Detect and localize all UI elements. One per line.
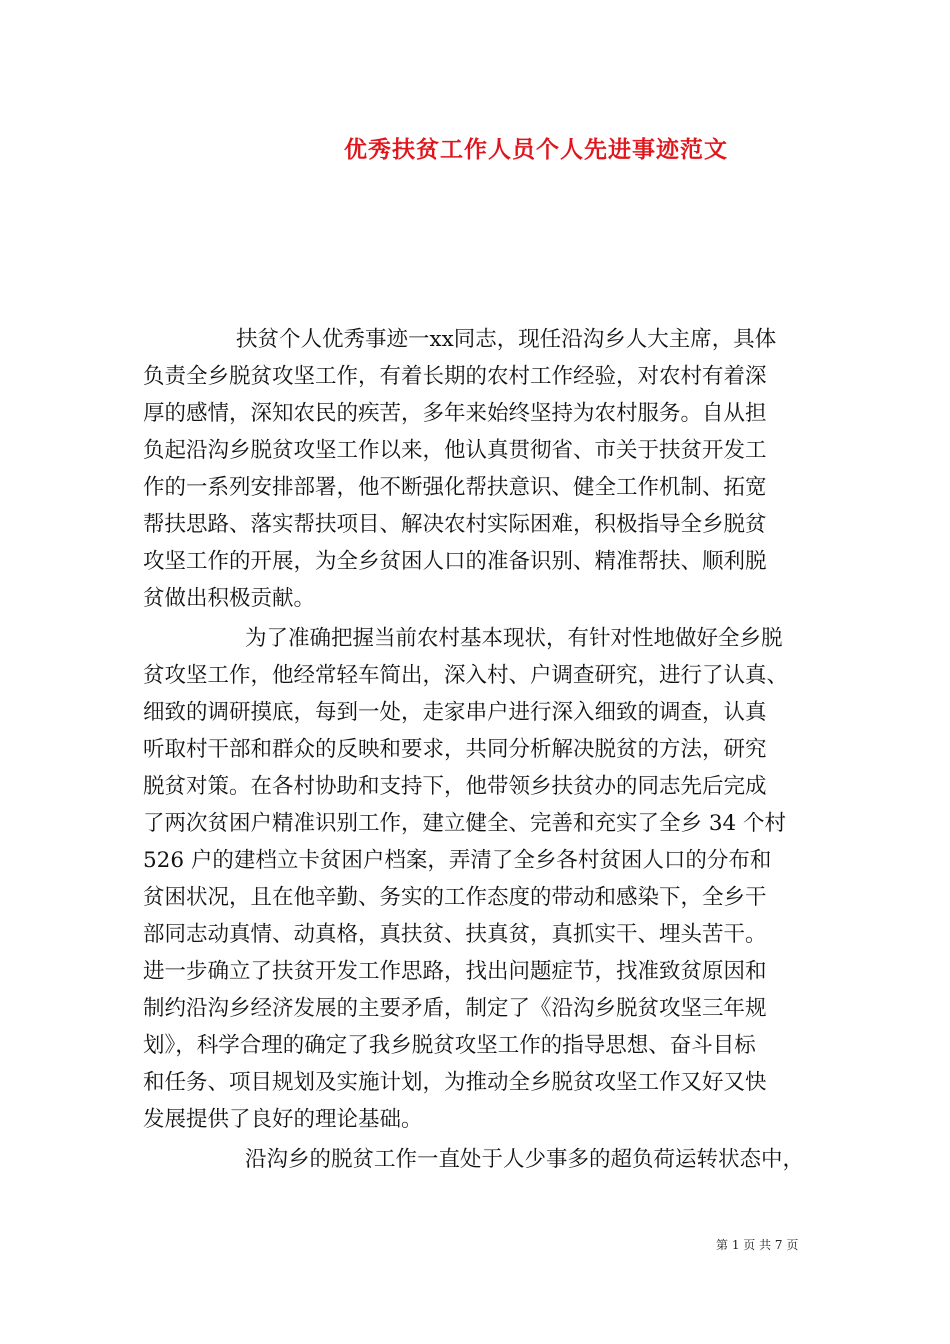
document-title: 优秀扶贫工作人员个人先进事迹范文 <box>344 136 728 163</box>
page-number: 第 1 页 共 7 页 <box>716 1238 799 1252</box>
body-line: 负起沿沟乡脱贫攻坚工作以来，他认真贯彻省、市关于扶贫开发工 <box>143 438 767 463</box>
body-line: 帮扶思路、落实帮扶项目、解决农村实际困难，积极指导全乡脱贫 <box>143 512 767 537</box>
body-line: 细致的调研摸底，每到一处，走家串户进行深入细致的调查，认真 <box>143 700 767 725</box>
body-line: 进一步确立了扶贫开发工作思路，找出问题症节，找准致贫原因和 <box>143 959 767 984</box>
body-line: 了两次贫困户精准识别工作，建立健全、完善和充实了全乡 34 个村 <box>143 811 787 836</box>
body-line: 厚的感情，深知农民的疾苦，多年来始终坚持为农村服务。自从担 <box>143 401 767 426</box>
body-line: 526 户的建档立卡贫困户档案，弄清了全乡各村贫困人口的分布和 <box>143 848 772 873</box>
body-line: 贫困状况，且在他辛勤、务实的工作态度的带动和感染下，全乡干 <box>143 885 767 910</box>
body-line: 沿沟乡的脱贫工作一直处于人少事多的超负荷运转状态中， <box>245 1147 805 1172</box>
body-line: 制约沿沟乡经济发展的主要矛盾，制定了《沿沟乡脱贫攻坚三年规 <box>143 996 767 1021</box>
body-line: 负责全乡脱贫攻坚工作，有着长期的农村工作经验，对农村有着深 <box>143 364 767 389</box>
body-line: 扶贫个人优秀事迹一xx同志，现任沿沟乡人大主席，具体 <box>236 327 777 352</box>
body-line: 听取村干部和群众的反映和要求，共同分析解决脱贫的方法，研究 <box>143 737 767 762</box>
body-line: 脱贫对策。在各村协助和支持下，他带领乡扶贫办的同志先后完成 <box>143 774 767 799</box>
body-line: 贫攻坚工作，他经常轻车简出，深入村、户调查研究，进行了认真、 <box>143 663 789 688</box>
body-line: 发展提供了良好的理论基础。 <box>143 1107 423 1132</box>
body-line: 和任务、项目规划及实施计划，为推动全乡脱贫攻坚工作又好又快 <box>143 1070 767 1095</box>
body-line: 部同志动真情、动真格，真扶贫、扶真贫，真抓实干、埋头苦干。 <box>143 922 767 947</box>
body-line: 划》，科学合理的确定了我乡脱贫攻坚工作的指导思想、奋斗目标 <box>143 1033 756 1058</box>
body-line: 贫做出积极贡献。 <box>143 586 316 611</box>
body-line: 攻坚工作的开展，为全乡贫困人口的准备识别、精准帮扶、顺利脱 <box>143 549 767 574</box>
body-line: 作的一系列安排部署，他不断强化帮扶意识、健全工作机制、拓宽 <box>143 475 767 500</box>
body-line: 为了准确把握当前农村基本现状，有针对性地做好全乡脱 <box>245 626 783 651</box>
